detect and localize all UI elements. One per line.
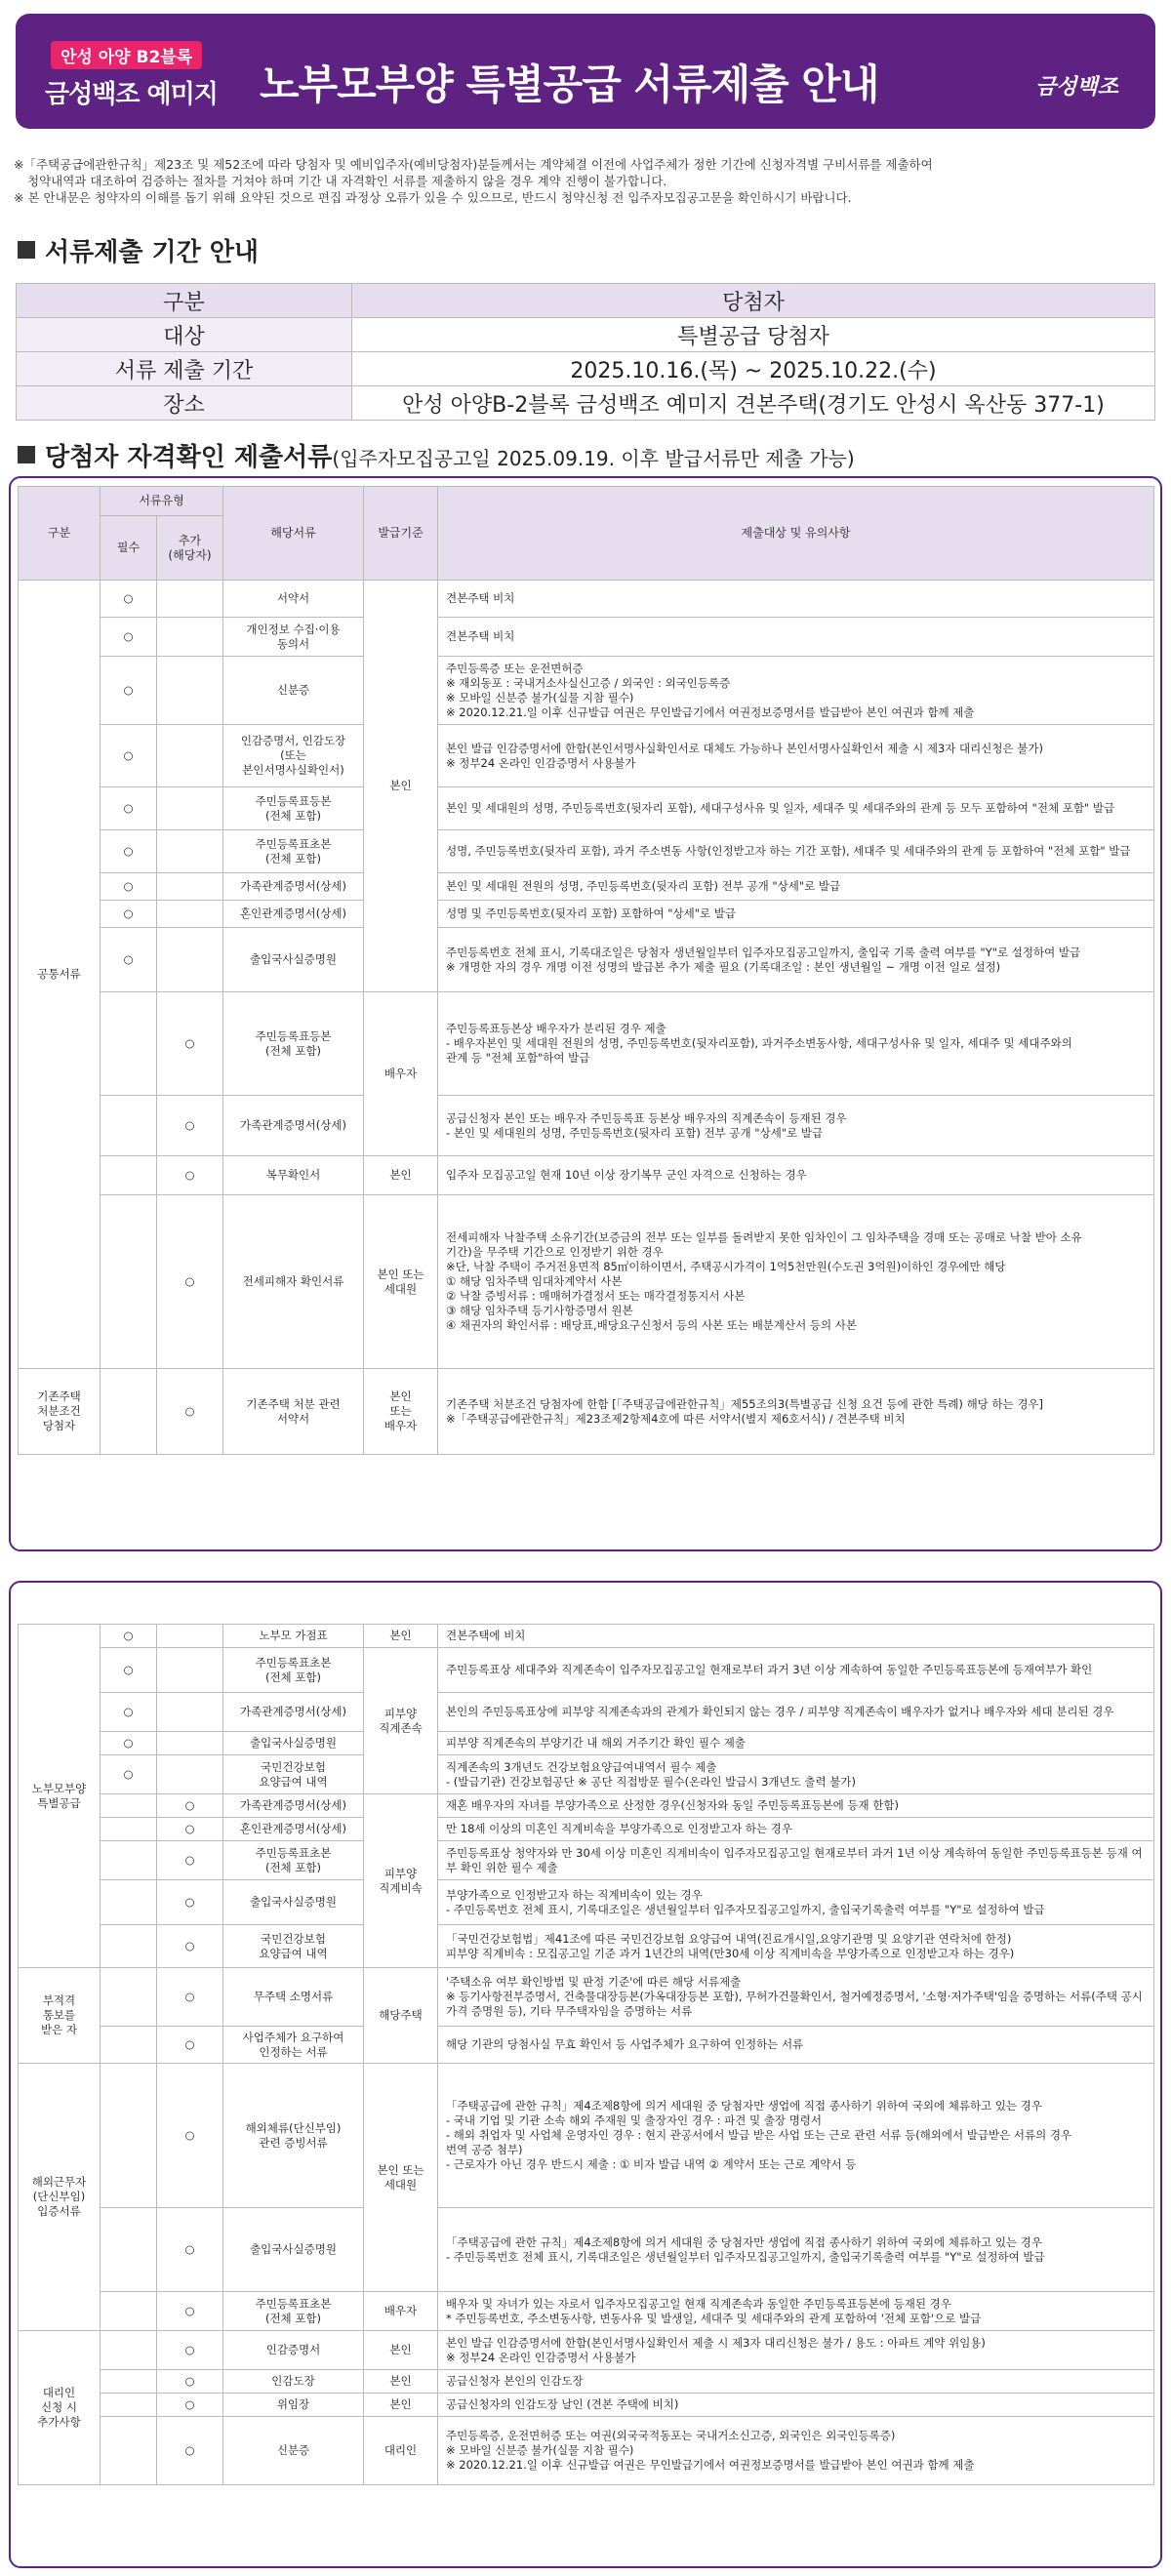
table-row <box>19 992 1154 1096</box>
additional-mark <box>157 873 223 901</box>
table-row <box>19 2027 1154 2064</box>
document-note: 견본주택에 비치 <box>438 1625 1154 1648</box>
issue-basis: 본인 <box>364 2370 438 2394</box>
group-label: 부적격 통보를 받은 자 <box>19 1968 101 2064</box>
additional-mark <box>157 1648 223 1693</box>
header-doc-type: 서류유형 <box>101 487 223 516</box>
document-name: 복무확인서 <box>223 1156 364 1195</box>
additional-mark <box>157 830 223 873</box>
document-name: 혼인관계증명서(상세) <box>223 901 364 928</box>
additional-mark: ○ <box>157 1818 223 1841</box>
table-row <box>19 487 1154 516</box>
required-mark <box>101 1096 157 1156</box>
document-note: 주민등록증, 운전면허증 또는 여권(외국국적동포는 국내거소신고증, 외국인은 외국인등록증) ※ 모바일 신분증 불가(실물 지참 필수) ※ 2020.12.21.일 이후 신규발급 여권은 무인발급기에서 여권정보증명서를 발급받아 본인 여권과 함께 제출 <box>438 2417 1154 2485</box>
document-name: 주민등록표초본 (전체 포함) <box>223 830 364 873</box>
header-document: 해당서류 <box>223 487 364 581</box>
document-note: 주민등록증 또는 운전면허증 ※ 재외동포 : 국내거소사실신고증 / 외국인 : 외국인등록증 ※ 모바일 신분증 불가(실물 지참 필수) ※ 2020.12.21.일 이후 신규발급 여권은 무인발급기에서 여권정보증명서를 발급받아 본인 여권과 함께 제출 <box>438 657 1154 725</box>
period-table <box>16 283 1155 421</box>
document-name: 주민등록표등본 (전체 포함) <box>223 787 364 830</box>
additional-mark: ○ <box>157 1925 223 1968</box>
required-mark: ○ <box>101 1693 157 1732</box>
required-mark <box>101 2208 157 2292</box>
issue-basis: 본인 <box>364 1156 438 1195</box>
additional-mark: ○ <box>157 2292 223 2331</box>
additional-mark <box>157 657 223 725</box>
document-name: 혼인관계증명서(상세) <box>223 1818 364 1841</box>
required-mark: ○ <box>101 1648 157 1693</box>
document-note: 해당 기관의 당첨사실 무효 확인서 등 사업주체가 요구하여 인정하는 서류 <box>438 2027 1154 2064</box>
additional-mark: ○ <box>157 1369 223 1455</box>
additional-mark <box>157 901 223 928</box>
additional-mark <box>157 1755 223 1794</box>
issue-basis: 대리인 <box>364 2417 438 2485</box>
document-name: 해외체류(단신부임) 관련 증빙서류 <box>223 2064 364 2208</box>
document-note: 기존주택 처분조건 당첨자에 한함 [「주택공급에관한규칙」제55조의3(특별공급 신청 요건 등에 관한 특례) 해당 하는 경우] ※「주택공급에관한규칙」제23조제2항제4호에 따른 서약서(별지 제6호서식) / 견본주택 비치 <box>438 1369 1154 1455</box>
bullet-square-icon <box>18 241 35 259</box>
required-mark <box>101 1841 157 1880</box>
required-mark: ○ <box>101 657 157 725</box>
document-note: 본인 발급 인감증명서에 한함(본인서명사실확인서로 대체도 가능하나 본인서명사실확인서 제출 시 제3자 대리신청은 불가) ※ 정부24 온라인 인감증명서 사용불가 <box>438 725 1154 787</box>
notice-text <box>14 156 1155 206</box>
issue-basis: 본인 <box>364 2394 438 2417</box>
document-note: 「국민건강보험법」제41조에 따른 국민건강보험 요양급여 내역(진료개시일,요양기관명 및 요양기관 연락처에 한정) 피부양 직계비속 : 모집공고일 기준 과거 1년간의 내역(만30세 이상 직계비속을 부양가족으로 인정받고자 하는 경우) <box>438 1925 1154 1968</box>
table-row <box>19 618 1154 657</box>
issue-basis: 피부양 직계존속 <box>364 1648 438 1794</box>
document-name: 가족관계증명서(상세) <box>223 1794 364 1818</box>
additional-mark <box>157 1732 223 1755</box>
document-name: 출입국사실증명원 <box>223 1880 364 1925</box>
additional-mark: ○ <box>157 1794 223 1818</box>
required-mark <box>101 1156 157 1195</box>
additional-mark: ○ <box>157 1195 223 1369</box>
required-mark <box>101 1968 157 2027</box>
table-row <box>19 2292 1154 2331</box>
document-note: 주민등록표상 청약자와 만 30세 이상 미혼인 직계비속이 입주자모집공고일 현재로부터 과거 1년 이상 계속하여 동일한 주민등록표등본 등재 여부 확인 위한 필수 제출 <box>438 1841 1154 1880</box>
document-note: 본인 및 세대원의 성명, 주민등록번호(뒷자리 포함), 세대구성사유 및 일자, 세대주 및 세대주와의 관계 등 모두 포함하여 "전체 포함" 발급 <box>438 787 1154 830</box>
additional-mark: ○ <box>157 1156 223 1195</box>
issue-basis: 본인 <box>364 581 438 992</box>
document-name: 신분증 <box>223 657 364 725</box>
document-name: 출입국사실증명원 <box>223 1732 364 1755</box>
table-row <box>19 901 1154 928</box>
table-row <box>19 787 1154 830</box>
required-mark <box>101 1880 157 1925</box>
document-note: 부양가족으로 인정받고자 하는 직계비속이 있는 경우 - 주민등록번호 전체 표시, 기록대조일은 생년월일부터 입주자모집공고일까지, 출입국기록출력 여부를 "Y"로 설정하여 발급 <box>438 1880 1154 1925</box>
table-row <box>19 1693 1154 1732</box>
additional-mark: ○ <box>157 992 223 1096</box>
table-row: 서류 제출 기간 2025.10.16.(목) ~ 2025.10.22.(수) <box>17 352 1155 386</box>
document-name: 주민등록표초본 (전체 포함) <box>223 1648 364 1693</box>
header-category: 구분 <box>19 487 101 581</box>
document-note: 주민등록표상 세대주와 직계존속이 입주자모집공고일 현재로부터 과거 3년 이상 계속하여 동일한 주민등록표등본에 등재여부가 확인 <box>438 1648 1154 1693</box>
notice-line: ※「주택공급에관한규칙」제23조 및 제52조에 따라 당첨자 및 예비입주자(예비당첨자)분들께서는 계약체결 이전에 사업주체가 정한 기간에 신청자격별 구비서류를 제출하여 <box>14 157 933 172</box>
document-note: 성명 및 주민등록번호(뒷자리 포함) 포함하여 "상세"로 발급 <box>438 901 1154 928</box>
document-name: 노부모 가점표 <box>223 1625 364 1648</box>
document-note: 「주택공급에 관한 규칙」제4조제8항에 의거 세대원 중 당첨자만 생업에 직접 종사하기 위하여 국외에 체류하고 있는 경우 - 국내 기업 및 기관 소속 해외 주재원 및 출장자인 경우 : 파견 및 출장 명령서 - 해외 취업자 및 사업체 운영자인 경우 : 현지 관공서에서 발급 받은 사업 또는 근로 관련 서류 등(해외에서 발급받은 서류의 경우 번역 공증 첨부) - 근로자가 아닌 경우 반드시 제출 : ① 비자 발급 내역 ② 계약서 또는 근로 계약서 등 <box>438 2064 1154 2208</box>
notice-line: 청약내역과 대조하여 검증하는 절차를 거쳐야 하며 기간 내 자격확인 서류를 제출하지 않을 경우 계약 진행이 불가합니다. <box>27 174 667 188</box>
document-name: 주민등록표초본 (전체 포함) <box>223 2292 364 2331</box>
issue-basis: 본인 <box>364 2331 438 2370</box>
required-mark <box>101 2292 157 2331</box>
table-row <box>19 2394 1154 2417</box>
project-badge: 안성 아양 B2블록 <box>51 41 202 69</box>
document-name: 출입국사실증명원 <box>223 928 364 992</box>
issue-basis: 배우자 <box>364 992 438 1156</box>
table-row <box>19 2208 1154 2292</box>
table-row <box>19 1195 1154 1369</box>
document-name: 신분증 <box>223 2417 364 2485</box>
required-mark: ○ <box>101 1732 157 1755</box>
required-mark: ○ <box>101 1755 157 1794</box>
required-mark: ○ <box>101 618 157 657</box>
table-row <box>19 1925 1154 1968</box>
document-note: '주택소유 여부 확인방법 및 판정 기준'에 따른 해당 서류제출 ※ 등기사항전부증명서, 건축물대장등본(가옥대장등본 포함), 무허가건물확인서, 철거예정증명서, '소형·저가주택'임을 증명하는 서류(주택 공시가격 증명원 등), 기타 무주택자임을 증명하는 서류 <box>438 1968 1154 2027</box>
document-note: 본인 발급 인감증명서에 한함(본인서명사실확인서 제출 시 제3자 대리신청은 불가 / 용도 : 아파트 계약 위임용) ※ 정부24 온라인 인감증명서 사용불가 <box>438 2331 1154 2370</box>
document-note: 입주자 모집공고일 현재 10년 이상 장기복무 군인 자격으로 신청하는 경우 <box>438 1156 1154 1195</box>
required-mark: ○ <box>101 928 157 992</box>
required-mark <box>101 1925 157 1968</box>
document-name: 주민등록표초본 (전체 포함) <box>223 1841 364 1880</box>
issue-basis: 본인 또는 세대원 <box>364 2064 438 2292</box>
table-row <box>19 830 1154 873</box>
document-note: 공급신청자 본인의 인감도장 <box>438 2370 1154 2394</box>
table-row <box>19 928 1154 992</box>
additional-mark <box>157 618 223 657</box>
required-mark: ○ <box>101 830 157 873</box>
header-banner <box>16 14 1155 129</box>
table-row <box>19 2370 1154 2394</box>
documents-table-2 <box>18 1624 1154 2485</box>
additional-mark <box>157 1693 223 1732</box>
table-row <box>19 1732 1154 1755</box>
required-mark: ○ <box>101 581 157 618</box>
table-row <box>19 1818 1154 1841</box>
required-mark: ○ <box>101 873 157 901</box>
group-label: 기존주택 처분조건 당첨자 <box>19 1369 101 1455</box>
document-name: 국민건강보험 요양급여 내역 <box>223 1925 364 1968</box>
table-row: 구분 당첨자 <box>17 284 1155 318</box>
document-name: 가족관계증명서(상세) <box>223 873 364 901</box>
document-note: 공급신청자 본인 또는 배우자 주민등록표 등본상 배우자의 직계존속이 등재된 경우 - 본인 및 세대원의 성명, 주민등록번호(뒷자리 포함) 전부 공개 "상세"로 발급 <box>438 1096 1154 1156</box>
document-name: 무주택 소명서류 <box>223 1968 364 2027</box>
required-mark: ○ <box>101 725 157 787</box>
required-mark <box>101 1794 157 1818</box>
table-row <box>19 2417 1154 2485</box>
document-note: 본인의 주민등록표상에 피부양 직계존속과의 관계가 확인되지 않는 경우 / 피부양 직계존속이 배우자가 없거나 배우자와 세대 분리된 경우 <box>438 1693 1154 1732</box>
table-row <box>19 1625 1154 1648</box>
table-row <box>19 581 1154 618</box>
required-mark: ○ <box>101 1625 157 1648</box>
required-mark <box>101 2394 157 2417</box>
document-name: 가족관계증명서(상세) <box>223 1096 364 1156</box>
table-row <box>19 2064 1154 2208</box>
group-label: 노부모부양 특별공급 <box>19 1625 101 1968</box>
document-name: 인감도장 <box>223 2370 364 2394</box>
required-mark <box>101 1369 157 1455</box>
table-row <box>19 657 1154 725</box>
table-row: 대상 특별공급 당첨자 <box>17 318 1155 352</box>
required-mark <box>101 2417 157 2485</box>
document-name: 사업주체가 요구하여 인정하는 서류 <box>223 2027 364 2064</box>
table-row <box>19 1841 1154 1880</box>
additional-mark <box>157 787 223 830</box>
table-row <box>19 1968 1154 2027</box>
document-name: 출입국사실증명원 <box>223 2208 364 2292</box>
group-label: 대리인 신청 시 추가사항 <box>19 2331 101 2485</box>
document-note: 피부양 직계존속의 부양기간 내 해외 거주기간 확인 필수 제출 <box>438 1732 1154 1755</box>
header-required: 필수 <box>101 516 157 581</box>
document-name: 주민등록표등본 (전체 포함) <box>223 992 364 1096</box>
document-name: 개인정보 수집·이용 동의서 <box>223 618 364 657</box>
document-note: 직계존속의 3개년도 건강보험요양급여내역서 필수 제출 - (발급기관) 건강보험공단 ※ 공단 직접방문 필수(온라인 발급시 3개년도 출력 불가) <box>438 1755 1154 1794</box>
document-note: 배우자 및 자녀가 있는 자로서 입주자모집공고일 현재 직계존속과 동일한 주민등록표등본에 등재된 경우 * 주민등록번호, 주소변동사항, 변동사유 및 발생일, 세대주 및 세대주와의 관계 포함하여 '전체 포함'으로 발급 <box>438 2292 1154 2331</box>
required-mark <box>101 992 157 1096</box>
issue-basis: 본인 <box>364 1625 438 1648</box>
required-mark <box>101 1195 157 1369</box>
page-title: 노부모부양 특별공급 서류제출 안내 <box>260 60 879 108</box>
required-mark <box>101 2027 157 2064</box>
additional-mark <box>157 928 223 992</box>
document-name: 전세피해자 확인서류 <box>223 1195 364 1369</box>
additional-mark: ○ <box>157 1841 223 1880</box>
table-row <box>19 1369 1154 1455</box>
issue-basis: 피부양 직계비속 <box>364 1794 438 1968</box>
additional-mark: ○ <box>157 2064 223 2208</box>
additional-mark: ○ <box>157 1880 223 1925</box>
issue-basis: 본인 또는 배우자 <box>364 1369 438 1455</box>
document-name: 가족관계증명서(상세) <box>223 1693 364 1732</box>
required-mark: ○ <box>101 901 157 928</box>
issue-basis: 배우자 <box>364 2292 438 2331</box>
table-row <box>19 2331 1154 2370</box>
documents-table-1 <box>18 486 1154 1455</box>
document-name: 기존주택 처분 관련 서약서 <box>223 1369 364 1455</box>
header-notes: 제출대상 및 유의사항 <box>438 487 1154 581</box>
group-label: 공통서류 <box>19 581 101 1369</box>
required-mark <box>101 2064 157 2208</box>
required-mark: ○ <box>101 787 157 830</box>
additional-mark: ○ <box>157 1096 223 1156</box>
required-mark <box>101 1818 157 1841</box>
document-note: 견본주택 비치 <box>438 618 1154 657</box>
header-additional: 추가 (해당자) <box>157 516 223 581</box>
document-note: 본인 및 세대원 전원의 성명, 주민등록번호(뒷자리 포함) 전부 공개 "상세"로 발급 <box>438 873 1154 901</box>
table-row <box>19 725 1154 787</box>
document-note: 성명, 주민등록번호(뒷자리 포함), 과거 주소변동 사항(인정받고자 하는 기간 포함), 세대주 및 세대주와의 관계 등 포함하여 "전체 포함" 발급 <box>438 830 1154 873</box>
document-note: 재혼 배우자의 자녀를 부양가족으로 산정한 경우(신청자와 동일 주민등록표등본에 등재 한함) <box>438 1794 1154 1818</box>
document-name: 인감증명서 <box>223 2331 364 2370</box>
notice-line: ※ 본 안내문은 청약자의 이해를 돕기 위해 요약된 것으로 편집 과정상 오류가 있을 수 있으므로, 반드시 청약신청 전 입주자모집공고문을 확인하시기 바랍니다. <box>14 190 852 205</box>
additional-mark: ○ <box>157 2331 223 2370</box>
group-label: 해외근무자 (단신부임) 입증서류 <box>19 2064 101 2331</box>
additional-mark <box>157 581 223 618</box>
document-note: 주민등록번호 전체 표시, 기록대조일은 당첨자 생년월일부터 입주자모집공고일까지, 출입국 기록 출력 여부를 "Y"로 설정하여 발급 ※ 개명한 자의 경우 개명 이전 성명의 발급본 추가 제출 필요 (기록대조일 : 본인 생년월일 ~ 개명 이전 일로 설정) <box>438 928 1154 992</box>
header-basis: 발급기준 <box>364 487 438 581</box>
issue-basis: 본인 또는 세대원 <box>364 1195 438 1369</box>
table-row <box>19 1096 1154 1156</box>
bullet-square-icon <box>18 446 35 463</box>
table-row <box>19 1755 1154 1794</box>
document-note: 「주택공급에 관한 규칙」제4조제8항에 의거 세대원 중 당첨자만 생업에 직접 종사하기 위하여 국외에 체류하고 있는 경우 - 주민등록번호 전체 표시, 기록대조일은 생년월일부터 입주자모집공고일까지, 출입국기록출력 여부를 "Y"로 설정하여 발급 <box>438 2208 1154 2292</box>
table-row: 장소 안성 아양B-2블록 금성백조 예미지 견본주택(경기도 안성시 옥산동 377-1) <box>17 386 1155 421</box>
table-row <box>19 1880 1154 1925</box>
additional-mark: ○ <box>157 1968 223 2027</box>
company-logo: 금성백조 <box>1034 75 1118 100</box>
document-name: 국민건강보험 요양급여 내역 <box>223 1755 364 1794</box>
document-note: 견본주택 비치 <box>438 581 1154 618</box>
table-row <box>19 1794 1154 1818</box>
additional-mark: ○ <box>157 2208 223 2292</box>
additional-mark: ○ <box>157 2370 223 2394</box>
document-name: 인감증명서, 인감도장 (또는 본인서명사실확인서) <box>223 725 364 787</box>
additional-mark: ○ <box>157 2027 223 2064</box>
document-name: 서약서 <box>223 581 364 618</box>
additional-mark <box>157 1625 223 1648</box>
required-mark <box>101 2370 157 2394</box>
document-name: 위임장 <box>223 2394 364 2417</box>
table-row <box>19 873 1154 901</box>
period-section-title: 서류제출 기간 안내 <box>18 232 259 268</box>
document-note: 공급신청자의 인감도장 날인 (견본 주택에 비치) <box>438 2394 1154 2417</box>
issue-basis: 해당주택 <box>364 1968 438 2064</box>
docs-section-title: 당첨자 자격확인 제출서류(입주자모집공고일 2025.09.19. 이후 발급서류만 제출 가능) <box>18 437 855 473</box>
additional-mark: ○ <box>157 2417 223 2485</box>
brand-name: 금성백조 예미지 <box>45 80 218 109</box>
document-note: 전세피해자 낙찰주택 소유기간(보증금의 전부 또는 일부를 돌려받지 못한 임차인이 그 임차주택을 경매 또는 공매로 낙찰 받아 소유 기간)을 무주택 기간으로 인정받기 위한 경우 ※단, 낙찰 주택이 주거전용면적 85㎡이하이면서, 주택공시가격이 1억5천만원(수도권 3억원)이하인 경우에만 해당 ① 해당 임차주택 임대차계약서 사본 ② 낙찰 증빙서류 : 매매허가결정서 또는 매각결정통지서 사본 ③ 해당 임차주택 등기사항증명서 원본 ④ 채권자의 확인서류 : 배당표,배당요구신청서 등의 사본 또는 배분계산서 등의 사본 <box>438 1195 1154 1369</box>
table-row <box>19 1648 1154 1693</box>
document-note: 만 18세 이상의 미혼인 직계비속을 부양가족으로 인정받고자 하는 경우 <box>438 1818 1154 1841</box>
additional-mark: ○ <box>157 2394 223 2417</box>
required-mark <box>101 2331 157 2370</box>
table-row <box>19 1156 1154 1195</box>
additional-mark <box>157 725 223 787</box>
document-note: 주민등록표등본상 배우자가 분리된 경우 제출 - 배우자본인 및 세대원 전원의 성명, 주민등록번호(뒷자리포함), 과거주소변동사항, 세대구성사유 및 일자, 세대주 및 세대주와의 관계 등 "전체 포함"하여 발급 <box>438 992 1154 1096</box>
